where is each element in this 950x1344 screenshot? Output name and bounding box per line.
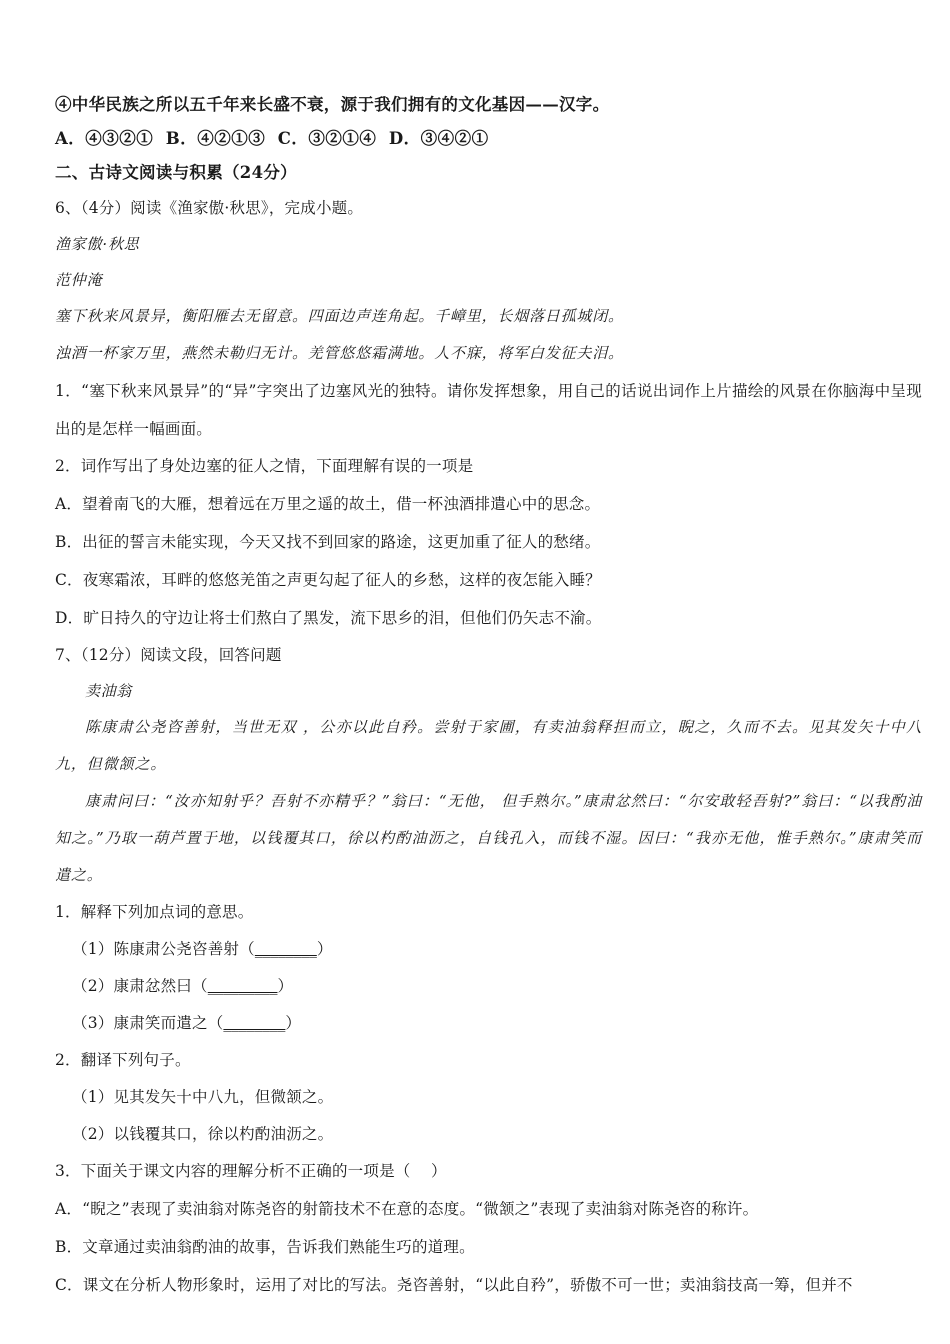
q7-sub2-item-2: （2）以钱覆其口，徐以杓酌油沥之。 [72, 1125, 334, 1143]
q7-sub1-item-2 [55, 968, 922, 1005]
question-6-sub-1: 1．“塞下秋来风景异”的“异”字突出了边塞风光的独特。请你发挥想象，用自己的话说出词作上片描绘的风景在你脑海中呈现出的是怎样一幅画面。 [55, 382, 922, 438]
q7-sub1-item-1 [55, 931, 922, 968]
ordering-answer-options[interactable]: A．④③②① B．④②①③ C．③②①④ D．③④②① [55, 129, 489, 148]
poem-author: 范仲淹 [55, 271, 103, 289]
q7-sub2-item-1: （1）见其发矢十中八九，但微颔之。 [72, 1088, 334, 1106]
q7-choice-a[interactable]: A．“睨之”表现了卖油翁对陈尧咨的射箭技术不在意的态度。“微颔之”表现了卖油翁对陈尧咨的称许。 [55, 1200, 759, 1218]
question-6-stem: 6、（4分）阅读《渔家傲·秋思》，完成小题。 [55, 199, 364, 217]
q7-sub1-item-1-blank[interactable]: ________ [254, 940, 317, 958]
poem-title: 渔家傲·秋思 [55, 235, 140, 253]
poem-line-1: 塞下秋来风景异，衡阳雁去无留意。四面边声连角起。千嶂里，长烟落日孤城闭。 [55, 307, 624, 325]
question-7-sub-3-stem: 3．下面关于课文内容的理解分析不正确的一项是（ ） [55, 1162, 447, 1180]
section-heading-part-two: 二、古诗文阅读与积累（24分） [55, 163, 297, 182]
question-7-stem: 7、（12分）阅读文段，回答问题 [55, 646, 282, 664]
passage-title: 卖油翁 [85, 682, 132, 700]
q7-sub1-item-2-blank[interactable]: _________ [207, 977, 278, 995]
poem-line-2: 浊酒一杯家万里，燕然未勒归无计。羌管悠悠霜满地。人不寐，将军白发征夫泪。 [55, 344, 624, 362]
q7-sub1-item-2-close: ） [277, 977, 294, 995]
question-7-sub-1-stem: 1．解释下列加点词的意思。 [55, 903, 254, 921]
q6-choice-b[interactable]: B．出征的誓言未能实现，今天又找不到回家的路途，这更加重了征人的愁绪。 [55, 533, 601, 551]
q7-sub1-item-2-label: （2）康肃忿然曰（ [72, 977, 208, 995]
q7-sub1-item-1-close: ） [316, 940, 333, 958]
question-6-sub-2: 2．词作写出了身处边塞的征人之情，下面理解有误的一项是 [55, 457, 474, 475]
statement-line: ④中华民族之所以五千年来长盛不衰，源于我们拥有的文化基因——汉字。 [55, 95, 610, 114]
q7-choice-b[interactable]: B．文章通过卖油翁酌油的故事，告诉我们熟能生巧的道理。 [55, 1238, 475, 1256]
passage-paragraph-2: 康肃问曰：“汝亦知射乎？吾射不亦精乎？”翁曰：“无他， 但手熟尔。”康肃忿然曰：“尔安敢轻吾射?”翁曰：“以我酌油知之。”乃取一葫芦置于地，以钱覆其口，徐以杓酌油沥之，自钱孔入，而钱不湿。因曰：“我亦无他，惟手熟尔。”康肃笑而遣之。 [55, 792, 922, 884]
question-7-sub-2-stem: 2．翻译下列句子。 [55, 1051, 191, 1069]
q7-sub1-item-3 [55, 1005, 922, 1042]
q6-choice-c[interactable]: C．夜寒霜浓，耳畔的悠悠羌笛之声更勾起了征人的乡愁，这样的夜怎能入睡？ [55, 571, 601, 589]
q7-sub1-item-3-blank[interactable]: ________ [223, 1014, 286, 1032]
q7-choice-c[interactable]: C．课文在分析人物形象时，运用了对比的写法。尧咨善射，“以此自矜”，骄傲不可一世；卖油翁技高一筹，但并不 [55, 1276, 853, 1294]
q7-sub1-item-3-label: （3）康肃笑而遣之（ [72, 1014, 224, 1032]
q6-choice-d[interactable]: D．旷日持久的守边让将士们熬白了黑发，流下思乡的泪，但他们仍矢志不渝。 [55, 609, 602, 627]
q6-choice-a[interactable]: A．望着南飞的大雁，想着远在万里之遥的故土，借一杯浊酒排遣心中的思念。 [55, 495, 601, 513]
q7-sub1-item-1-label: （1）陈康肃公尧咨善射（ [72, 940, 255, 958]
passage-paragraph-1: 陈康肃公尧咨善射，当世无双 ，公亦以此自矜。尝射于家圃，有卖油翁释担而立，睨之，久而不去。见其发矢十中八九，但微颔之。 [55, 718, 922, 773]
q7-sub1-item-3-close: ） [285, 1014, 302, 1032]
